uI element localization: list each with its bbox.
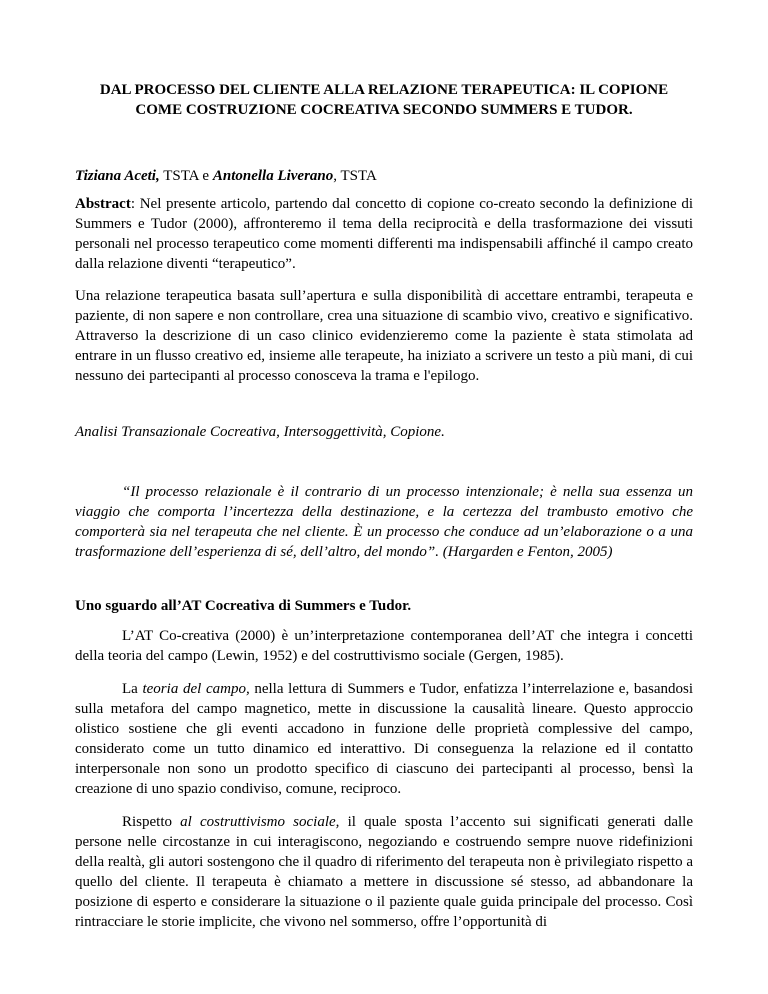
authors-line xyxy=(75,167,693,185)
body-paragraph-2-lead: La xyxy=(122,681,143,697)
body-paragraph-2 xyxy=(75,679,693,799)
title-line-2: COME COSTRUZIONE COCREATIVA SECONDO SUMMERS E TUDOR. xyxy=(135,102,633,118)
epigraph-quote xyxy=(75,482,693,562)
intro-paragraph-text: Una relazione terapeutica basata sull’apertura e sulla disponibilità di accettare entrambi, terapeuta e paziente, di non sapere e non controllare, crea una situazione di scambio vivo, creativo e significativo. Attraverso la descrizione di un caso clinico evidenzieremo come la paziente è stata stimolata ad entrare in un flusso creativo ed, insieme alle terapeute, ha iniziato a scrivere un testo a più mani, di cui nessuno dei partecipanti al processo conosceva la trama e l'epilogo. xyxy=(75,288,693,384)
abstract-label: Abstract xyxy=(75,196,131,212)
keywords xyxy=(75,423,693,441)
body-paragraph-3 xyxy=(75,812,693,932)
abstract-paragraph xyxy=(75,194,693,274)
body-paragraph-1 xyxy=(75,626,693,666)
section-heading xyxy=(75,597,693,615)
abstract-text: : Nel presente articolo, partendo dal concetto di copione co-creato secondo la definizione di Summers e Tudor (2000), affronteremo il tema della reciprocità e della trasformazione dei vissuti personali nel processo terapeutico come momenti differenti ma indispensabili affinché il campo creato dalla relazione diventi “terapeutico”. xyxy=(75,196,693,272)
intro-paragraph xyxy=(75,286,693,386)
author-2-name: Antonella Liverano xyxy=(212,168,334,184)
author-1-name: Tiziana Aceti, xyxy=(75,168,160,184)
author-2-suffix: , TSTA xyxy=(333,168,377,184)
body-paragraph-3-rest: il quale sposta l’accento sui significati generati dalle persone nelle circostanze in cui interagiscono, negoziando e costruendo sempre nuove ridefinizioni della realtà, gli autori sostengono che il quadro di riferimento del terapeuta non è privilegiato rispetto a quello del cliente. Il terapeuta è chiamato a mettere in discussione sé stesso, ad abbandonare la posizione di esperto e considerare la situazione o il paziente quale guida principale del processo. Così rintracciare le storie implicite, che vivono nel sommerso, offre l’opportunità di xyxy=(75,814,693,930)
epigraph-quote-text: “Il processo relazionale è il contrario di un processo intenzionale; è nella sua essenza un viaggio che comporta l’incertezza della destinazione, e la certezza del trambusto emotivo che comporterà sia nel terapeuta che nel cliente. È un processo che conduce ad un’elaborazione o a una trasformazione dell’esperienza di sé, dell’altro, del mondo”. (Hargarden e Fenton, 2005) xyxy=(75,484,693,560)
document-title xyxy=(75,80,693,120)
body-paragraph-1-text: L’AT Co-creativa (2000) è un’interpretazione contemporanea dell’AT che integra i concetti della teoria del campo (Lewin, 1952) e del costruttivismo sociale (Gergen, 1985). xyxy=(75,628,693,664)
body-paragraph-3-term: al costruttivismo sociale, xyxy=(180,814,340,830)
body-paragraph-2-rest: nella lettura di Summers e Tudor, enfatizza l’interrelazione e, basandosi sulla metafora del campo magnetico, mette in discussione la causalità lineare. Questo approccio olistico sostiene che gli eventi accadono in funzione delle proprietà complessive del campo, considerato come un tutto dinamico ed interattivo. Di conseguenza la relazione ed il contatto interpersonale non sono un prodotto specifico di ciascuno dei partecipanti al processo, bensì la creazione di uno spazio condiviso, comune, reciproco. xyxy=(75,681,694,797)
keywords-text: Analisi Transazionale Cocreativa, Intersoggettività, Copione. xyxy=(75,424,445,440)
body-paragraph-3-lead: Rispetto xyxy=(122,814,181,830)
body-paragraph-2-term: teoria del campo, xyxy=(142,681,250,697)
title-line-1: DAL PROCESSO DEL CLIENTE ALLA RELAZIONE TERAPEUTICA: IL COPIONE xyxy=(99,82,669,98)
section-heading-text: Uno sguardo all’AT Cocreativa di Summers e Tudor. xyxy=(75,598,412,614)
author-1-suffix: TSTA e xyxy=(159,168,213,184)
